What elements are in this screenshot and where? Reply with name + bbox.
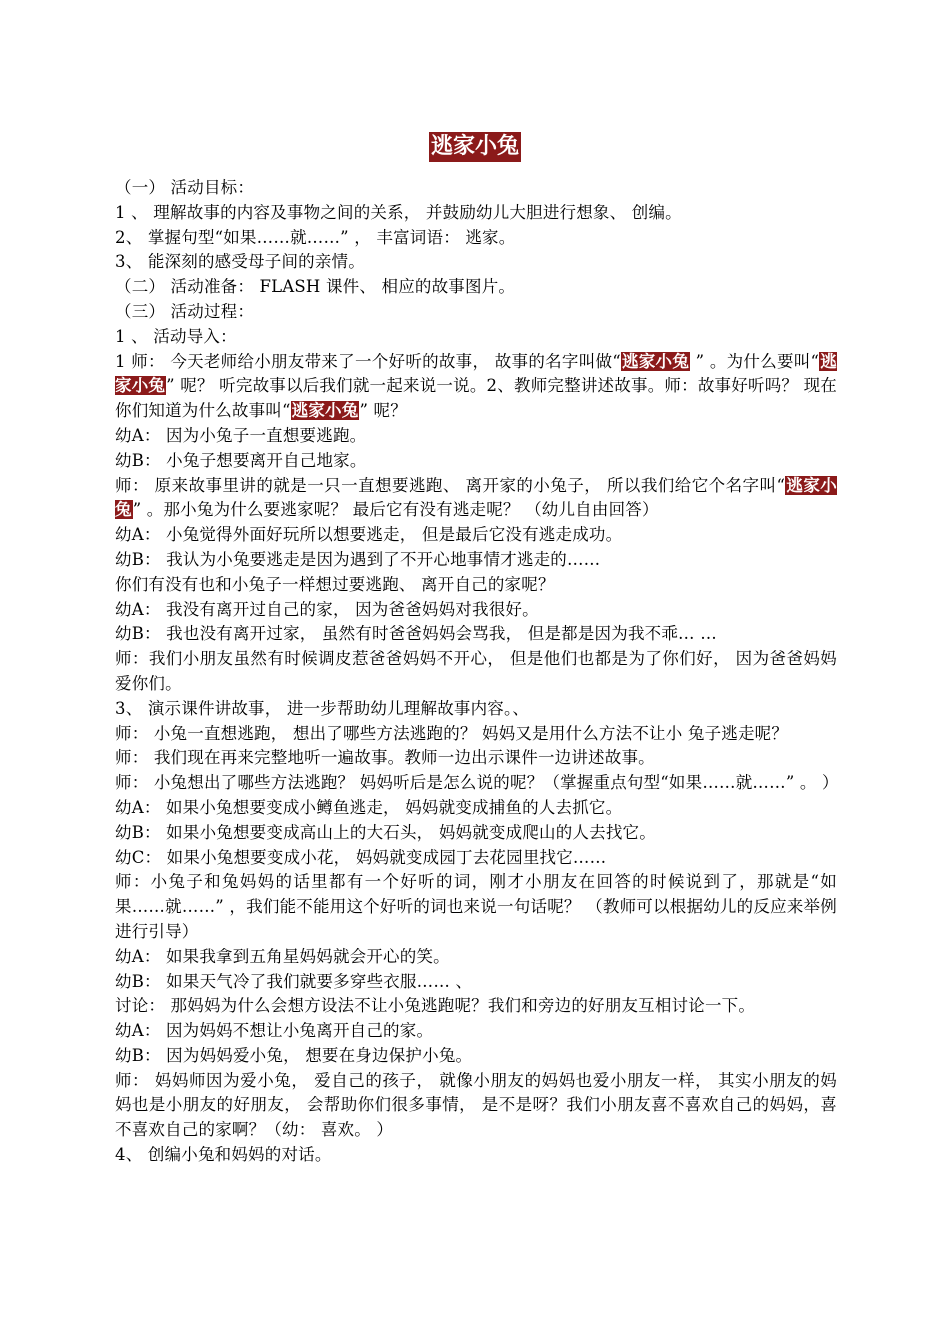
paragraph [115, 201, 837, 226]
paragraph-text: 幼A： 因为妈妈不想让小兔离开自己的家。 [115, 1021, 434, 1041]
paragraph [115, 821, 837, 846]
paragraph-text: 幼B： 如果小兔想要变成高山上的大石头， 妈妈就变成爬山的人去找它。 [115, 822, 656, 842]
paragraph-text: 师： 妈妈师因为爱小兔， 爱自己的孩子， 就像小朋友的妈妈也爱小朋友一样， 其实小朋友的妈妈也是小朋友的好朋友， 会帮助你们很多事情， 是不是呀？我们小朋友喜不喜欢自己的妈妈，喜不喜欢自己的家啊？（幼： 喜欢。 ） [115, 1070, 837, 1140]
paragraph [115, 994, 837, 1019]
paragraph [115, 970, 837, 995]
paragraph [115, 424, 837, 449]
paragraph [115, 647, 837, 697]
paragraph-text: 4、 创编小兔和妈妈的对话。 [115, 1145, 332, 1165]
document-title [0, 132, 950, 162]
paragraph-text: 幼A： 小兔觉得外面好玩所以想要逃走， 但是最后它没有逃走成功。 [115, 525, 623, 545]
highlighted-title-term: 逃家小兔 [115, 475, 837, 520]
highlighted-title-term: 逃家小兔 [115, 351, 837, 396]
paragraph [115, 1069, 837, 1143]
paragraph-text: 幼A： 因为小兔子一直想要逃跑。 [115, 425, 367, 445]
paragraph-text: （二） 活动准备： FLASH 课件、 相应的故事图片。 [115, 277, 516, 297]
paragraph [115, 746, 837, 771]
paragraph [115, 846, 837, 871]
paragraph-text: 讨论： 那妈妈为什么会想方设法不让小兔逃跑呢？我们和旁边的好朋友互相讨论一下。 [115, 996, 756, 1016]
paragraph-text: 3、 演示课件讲故事， 进一步帮助幼儿理解故事内容。、 [115, 698, 530, 718]
document-body [115, 176, 837, 1168]
paragraph-text: 你们有没有也和小兔子一样想过要逃跑、 离开自己的家呢？ [115, 574, 555, 594]
paragraph-text: 2、 掌握句型“如果……就……” ， 丰富词语： 逃家。 [115, 227, 516, 247]
document-title-text: 逃家小兔 [429, 132, 521, 162]
paragraph [115, 1143, 837, 1168]
paragraph-text: 幼B： 我也没有离开过家， 虽然有时爸爸妈妈会骂我， 但是都是因为我不乖… … [115, 624, 717, 644]
paragraph-text: ” 。那小兔为什么要逃家呢？ 最后它有没有逃走呢？ （幼儿自由回答） [132, 500, 659, 520]
paragraph [115, 176, 837, 201]
paragraph-text: 师： 原来故事里讲的就是一只一直想要逃跑、 离开家的小兔子， 所以我们给它个名字叫“ [115, 475, 786, 495]
paragraph-text: 幼B： 我认为小兔要逃走是因为遇到了不开心地事情才逃走的…… [115, 549, 601, 569]
paragraph [115, 449, 837, 474]
paragraph [115, 1019, 837, 1044]
paragraph-text: 3、 能深刻的感受母子间的亲情。 [115, 252, 365, 272]
paragraph-text: （一） 活动目标： [115, 178, 255, 197]
paragraph-text: 1 、 理解故事的内容及事物之间的关系， 并鼓励幼儿大胆进行想象、 创编。 [115, 202, 682, 222]
paragraph [115, 722, 837, 747]
paragraph-text: （三） 活动过程： [115, 301, 255, 321]
paragraph [115, 771, 837, 796]
paragraph [115, 573, 837, 598]
paragraph-text: ” 呢？ 听完故事以后我们就一起来说一说。2、教师完整讲述故事。师：故事好听吗？ 现在你们知道为什么故事叫“ [115, 376, 837, 421]
paragraph-text: 幼C： 如果小兔想要变成小花， 妈妈就变成园丁去花园里找它…… [115, 847, 607, 867]
paragraph-text: 幼A： 如果我拿到五角星妈妈就会开心的笑。 [115, 946, 450, 966]
paragraph [115, 796, 837, 821]
paragraph [115, 300, 837, 325]
paragraph-text: 幼B： 如果天气冷了我们就要多穿些衣服…… 、 [115, 971, 473, 991]
highlighted-title-term: 逃家小兔 [621, 351, 690, 371]
paragraph-text: 师：我们小朋友虽然有时候调皮惹爸爸妈妈不开心， 但是他们也都是为了你们好， 因为爸爸妈妈爱你们。 [115, 649, 837, 693]
paragraph-text: ” 。为什么要叫“ [690, 351, 820, 371]
paragraph [115, 598, 837, 623]
paragraph-text: 幼A： 如果小兔想要变成小鳟鱼逃走， 妈妈就变成捕鱼的人去抓它。 [115, 797, 623, 817]
paragraph-text: 1 师： 今天老师给小朋友带来了一个好听的故事， 故事的名字叫做“ [115, 351, 621, 371]
paragraph-text: 幼B： 小兔子想要离开自己地家。 [115, 450, 367, 470]
highlighted-title-term: 逃家小兔 [291, 401, 359, 421]
paragraph-text: 师： 小兔想出了哪些方法逃跑？ 妈妈听后是怎么说的呢？（掌握重点句型“如果……就……” 。 ） [115, 773, 839, 793]
paragraph [115, 325, 837, 350]
paragraph [115, 226, 837, 251]
paragraph [115, 697, 837, 722]
paragraph-text: 师： 小兔一直想逃跑， 想出了哪些方法逃跑的？ 妈妈又是用什么方法不让小 兔子逃走呢？ [115, 723, 789, 743]
paragraph-text: 幼A： 我没有离开过自己的家， 因为爸爸妈妈对我很好。 [115, 599, 539, 619]
paragraph [115, 945, 837, 970]
paragraph [115, 350, 837, 424]
paragraph [115, 622, 837, 647]
paragraph-text: 师：小兔子和兔妈妈的话里都有一个好听的词，刚才小朋友在回答的时候说到了，那就是“如果……就……” ，我们能不能用这个好听的词也来说一句话呢？ （教师可以根据幼儿的反应来举例进行引导） [115, 872, 837, 941]
paragraph [115, 474, 837, 524]
paragraph [115, 1044, 837, 1069]
paragraph-text: ” 呢？ [359, 401, 407, 421]
paragraph [115, 250, 837, 275]
paragraph-text: 1 、 活动导入： [115, 326, 237, 346]
paragraph [115, 523, 837, 548]
paragraph-text: 幼B： 因为妈妈爱小兔， 想要在身边保护小兔。 [115, 1045, 473, 1065]
paragraph [115, 870, 837, 944]
paragraph [115, 275, 837, 300]
paragraph [115, 548, 837, 573]
paragraph-text: 师： 我们现在再来完整地听一遍故事。教师一边出示课件一边讲述故事。 [115, 748, 655, 768]
